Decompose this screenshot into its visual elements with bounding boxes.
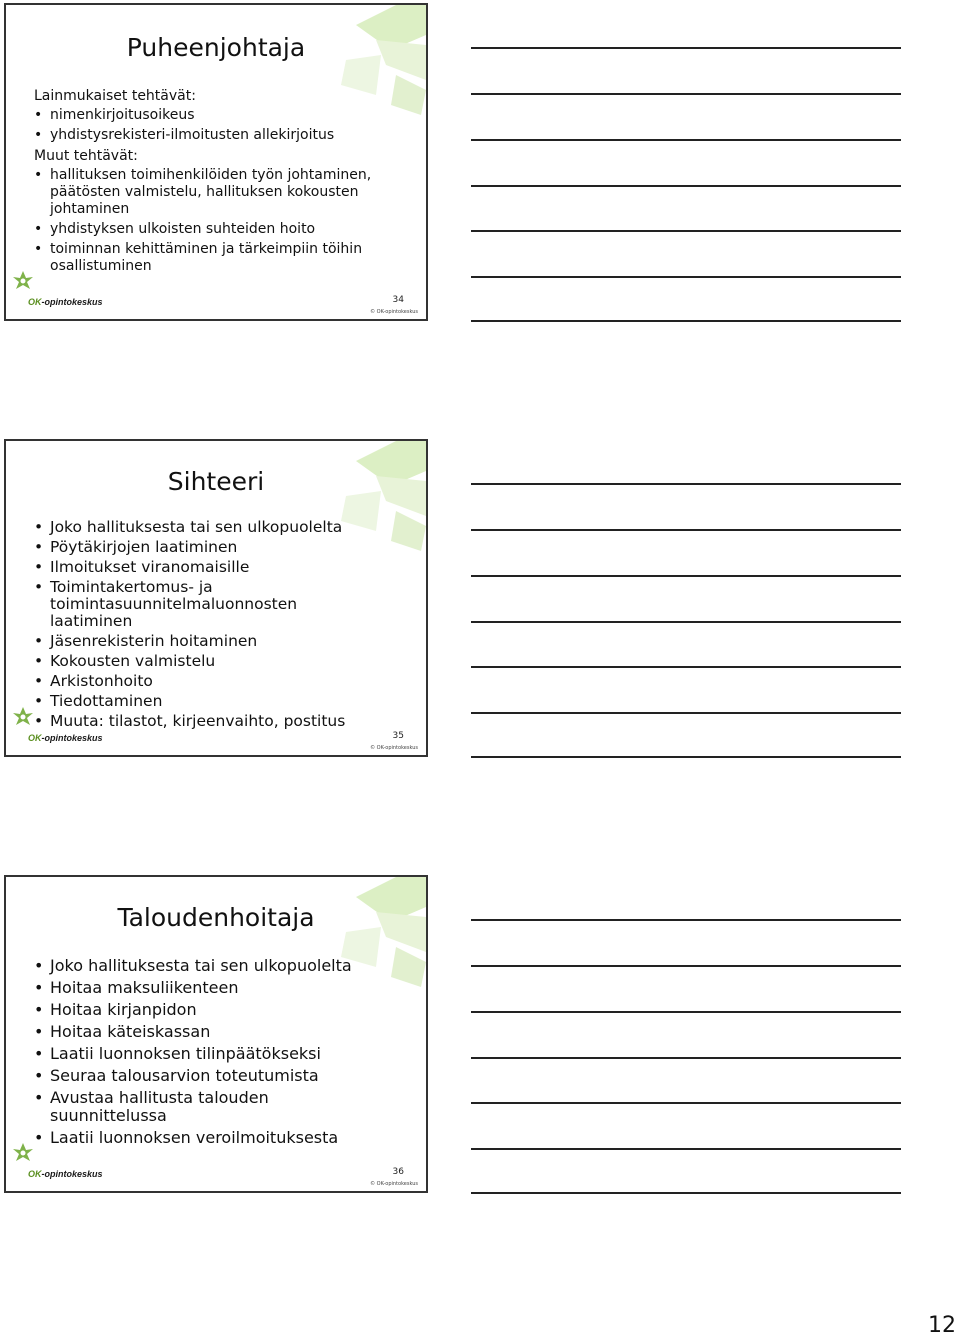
slide-title: Taloudenhoitaja [117, 903, 315, 932]
section-heading: Lainmukaiset tehtävät: [34, 88, 196, 104]
slide-puheenjohtaja [4, 3, 428, 321]
slide-taloudenhoitaja [4, 875, 428, 1193]
logo-text: OK-opintokeskus [28, 297, 103, 307]
section-heading: Muut tehtävät: [34, 148, 138, 164]
list-item: • Laatii luonnoksen tilinpäätökseksi [34, 1045, 394, 1063]
list-item: • nimenkirjoitusoikeus [34, 107, 412, 124]
list-item: • Jäsenrekisterin hoitaminen [34, 633, 414, 650]
list-item: • Hoitaa käteiskassan [34, 1023, 394, 1041]
list-item: • Pöytäkirjojen laatiminen [34, 539, 414, 556]
list-item: • Hoitaa kirjanpidon [34, 1001, 394, 1019]
list-item: • Joko hallituksesta tai sen ulkopuolelta [34, 519, 414, 536]
list-item: • toiminnan kehittäminen ja tärkeimpiin töihin osallistuminen [34, 241, 374, 275]
list-item: • Avustaa hallitusta talouden suunnittelussa [34, 1089, 290, 1125]
list-item: • Kokousten valmistelu [34, 653, 414, 670]
list-item: • Toimintakertomus- ja toimintasuunnitelmaluonnosten laatiminen [34, 579, 310, 630]
list-item: • Ilmoitukset viranomaisille [34, 559, 414, 576]
list-item: • hallituksen toimihenkilöiden työn johtaminen, päätösten valmistelu, hallituksen kokousten johtaminen [34, 167, 374, 218]
slide-number: 35 [392, 731, 404, 741]
list-item: • Arkistonhoito [34, 673, 414, 690]
copyright-text: © OK-opintokeskus [370, 745, 418, 751]
list-item: • Seuraa talousarvion toteutumista [34, 1067, 394, 1085]
logo-text: OK-opintokeskus [28, 1169, 103, 1179]
copyright-text: © OK-opintokeskus [370, 309, 418, 315]
slide-title: Puheenjohtaja [126, 33, 306, 62]
list-item: • Laatii luonnoksen veroilmoituksesta [34, 1129, 394, 1147]
list-item: • Tiedottaminen [34, 693, 414, 710]
logo-text: OK-opintokeskus [28, 733, 103, 743]
page-number: 12 [928, 1313, 956, 1338]
list-item: • yhdistyksen ulkoisten suhteiden hoito [34, 221, 374, 238]
slide-sihteeri [4, 439, 428, 757]
copyright-text: © OK-opintokeskus [370, 1181, 418, 1187]
slide-number: 34 [392, 295, 404, 305]
list-item: • Joko hallituksesta tai sen ulkopuolelta [34, 957, 394, 975]
slide-title: Sihteeri [167, 467, 265, 496]
slide-number: 36 [392, 1167, 404, 1177]
list-item: • Hoitaa maksuliikenteen [34, 979, 394, 997]
list-item: • Muuta: tilastot, kirjeenvaihto, postitus [34, 713, 414, 730]
list-item: • yhdistysrekisteri-ilmoitusten allekirjoitus [34, 127, 412, 144]
